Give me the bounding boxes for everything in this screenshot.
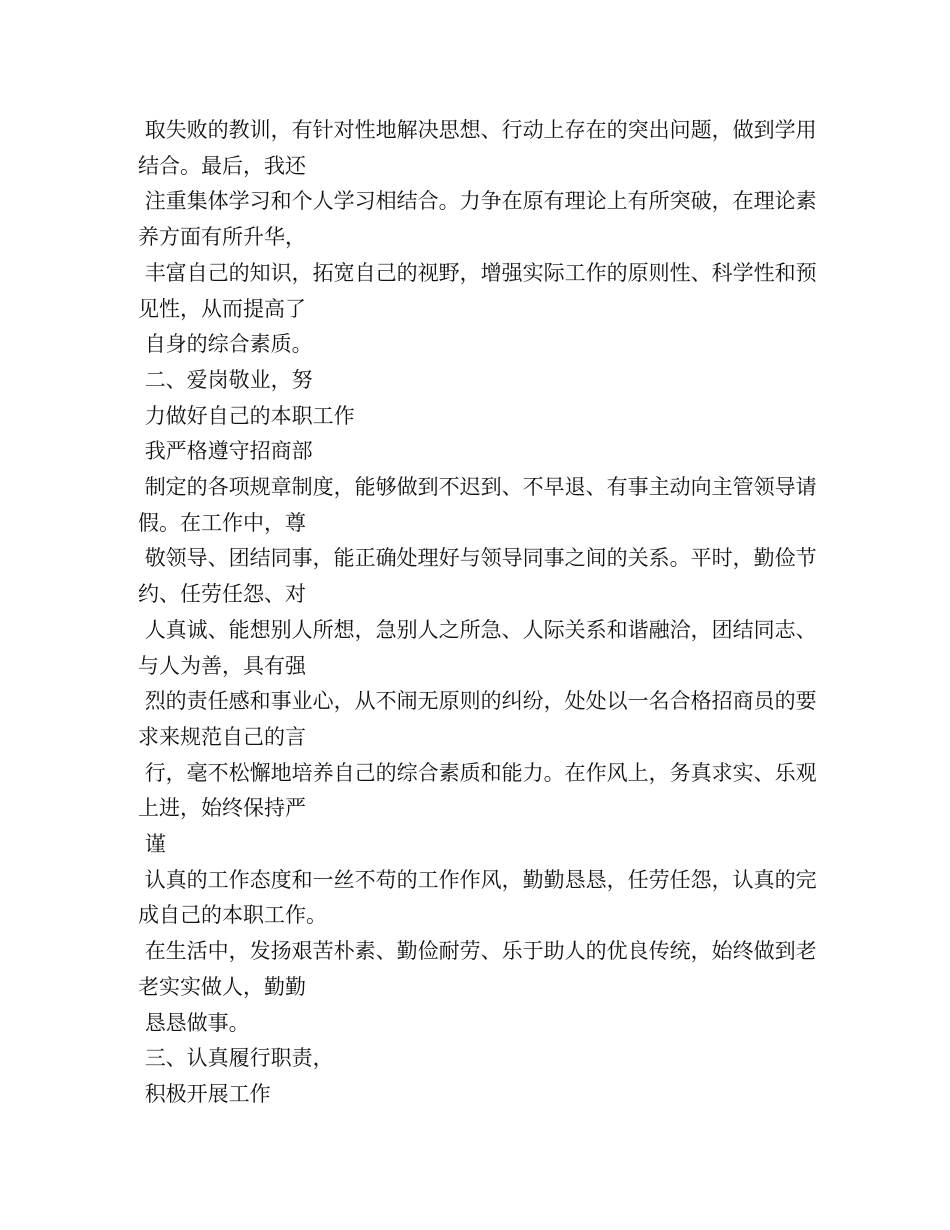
paragraph-7: 我严格遵守招商部: [138, 439, 313, 464]
document-body: [138, 113, 818, 1113]
paragraph-4: 自身的综合素质。: [138, 332, 313, 357]
paragraph-14: 认真的工作态度和一丝不苟的工作作风，勤勤恳恳，任劳任怨，认真的完成自己的本职工作。: [138, 867, 817, 928]
paragraph-9: 敬领导、团结同事，能正确处理好与领导同事之间的关系。平时，勤俭节约、任劳任怨、对: [138, 546, 817, 607]
paragraph-13: 谨: [138, 832, 166, 857]
paragraph-2: 注重集体学习和个人学习相结合。力争在原有理论上有所突破，在理论素养方面有所升华，: [138, 189, 817, 250]
paragraph-1: 取失败的教训，有针对性地解决思想、行动上存在的突出问题，做到学用结合。最后，我还: [138, 118, 817, 178]
paragraph-12: 行，毫不松懈地培养自己的综合素质和能力。在作风上，务真求实、乐观上进，始终保持严: [138, 760, 817, 821]
section-heading-2-part-2: 力做好自己的本职工作: [138, 403, 355, 428]
paragraph-8: 制定的各项规章制度，能够做到不迟到、不早退、有事主动向主管领导请假。在工作中，尊: [138, 475, 817, 535]
section-heading-3-part-2: 积极开展工作: [138, 1081, 271, 1106]
paragraph-11: 烈的责任感和事业心，从不闹无原则的纠纷，处处以一名合格招商员的要求来规范自己的言: [138, 689, 817, 749]
paragraph-10: 人真诚、能想别人所想，急别人之所急、人际关系和谐融洽，团结同志、与人为善，具有强: [138, 617, 817, 678]
paragraph-15: 在生活中，发扬艰苦朴素、勤俭耐劳、乐于助人的优良传统，始终做到老老实实做人，勤勤: [138, 939, 817, 999]
section-heading-3-part-1: 三、认真履行职责，: [138, 1046, 334, 1071]
section-heading-2-part-1: 二、爱岗敬业，努: [138, 367, 313, 392]
paragraph-16: 恳恳做事。: [138, 1010, 250, 1035]
paragraph-3: 丰富自己的知识，拓宽自己的视野，增强实际工作的原则性、科学性和预见性，从而提高了: [138, 260, 817, 321]
